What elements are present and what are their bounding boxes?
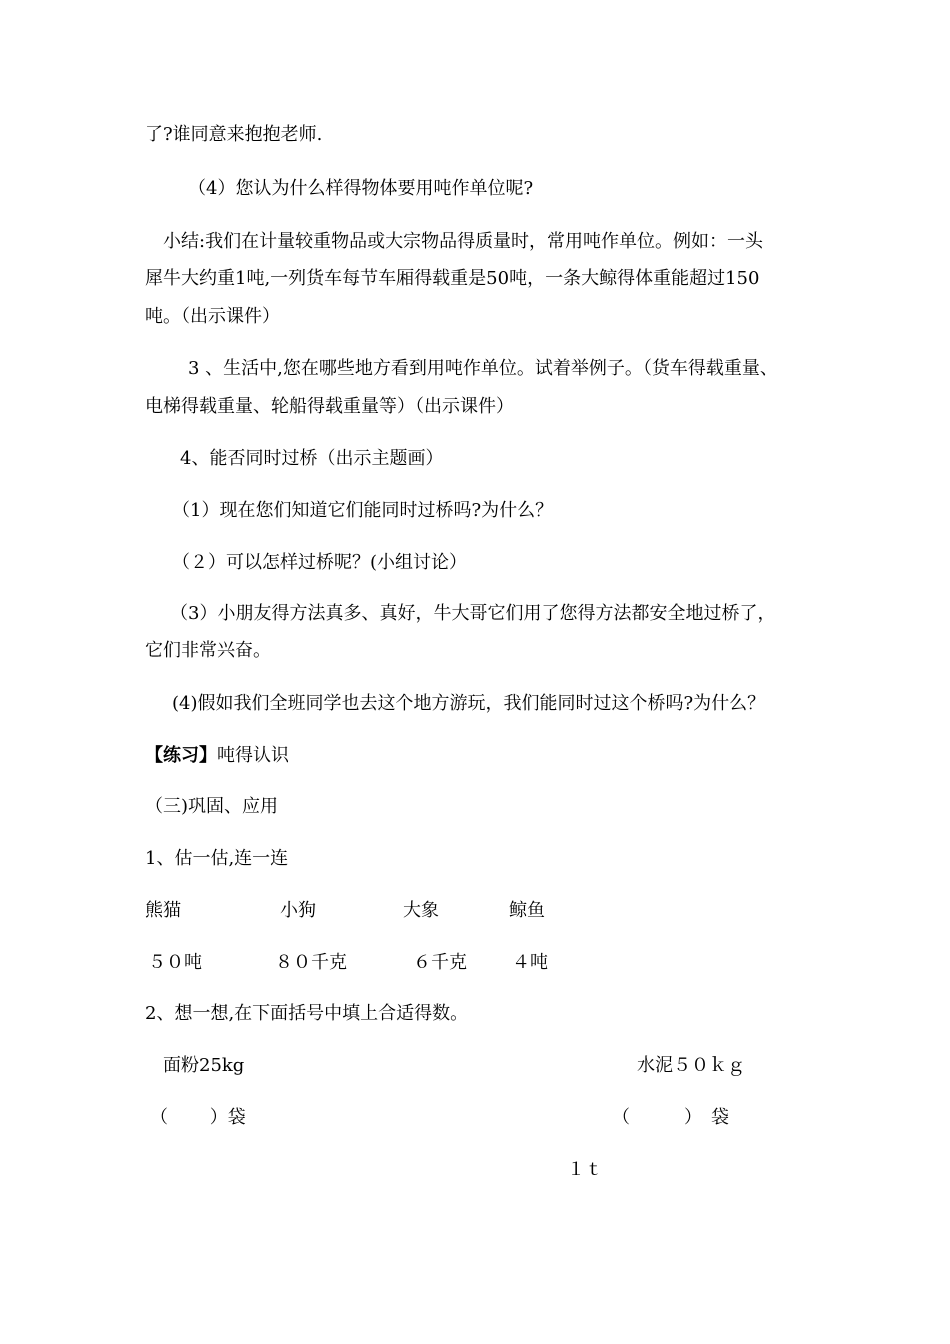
practice-title: 吨得认识: [217, 745, 289, 766]
section-3-line-1: 3 、生活中,您在哪些地方看到用吨作单位。试着举例子。（货车得载重量、: [188, 358, 778, 379]
practice-bracket-label: 【练习】: [145, 745, 217, 766]
section-4-question-3-line-2: 它们非常兴奋。: [145, 640, 271, 661]
weight-80-kg: ８０千克: [275, 952, 347, 973]
exercise-2: 2、想一想,在下面括号中填上合适得数。: [145, 1003, 469, 1024]
section-4-heading: 4、能否同时过桥（出示主题画）: [180, 448, 444, 469]
weight-6-kg: ６千克: [413, 952, 467, 973]
section-4-question-3-line-1: （3）小朋友得方法真多、真好，牛大哥它们用了您得方法都安全地过桥了，: [170, 603, 776, 624]
summary-line-3: 吨。（出示课件）: [145, 306, 280, 327]
animal-puppy: 小狗: [280, 900, 316, 921]
section-4-question-2: （２）可以怎样过桥呢？(小组讨论）: [172, 552, 468, 573]
question-4: （4）您认为什么样得物体要用吨作单位呢?: [188, 178, 534, 199]
exercise-1: 1、估一估,连一连: [145, 848, 289, 869]
section-3-line-2: 电梯得载重量、轮船得载重量等）（出示课件）: [145, 396, 514, 417]
weight-4-tons: ４吨: [512, 952, 548, 973]
paragraph-tail: 了?谁同意来抱抱老师.: [145, 124, 323, 145]
one-ton-label: １ｔ: [567, 1159, 603, 1180]
summary-line-2: 犀牛大约重1吨,一列货车每节车厢得载重是50吨，一条大鲸得体重能超过150: [145, 268, 760, 289]
practice-heading: [145, 745, 289, 767]
animal-panda: 熊猫: [145, 900, 181, 921]
cement-bag-blank: （ ） 袋: [612, 1107, 729, 1128]
section-3-consolidate: （三)巩固、应用: [145, 796, 279, 817]
animal-whale: 鲸鱼: [509, 900, 545, 921]
animal-elephant: 大象: [403, 900, 439, 921]
section-4-question-4: (4)假如我们全班同学也去这个地方游玩，我们能同时过这个桥吗?为什么？: [172, 693, 766, 714]
flour-bag-blank: （ ）袋: [150, 1107, 246, 1128]
section-4-question-1: （1）现在您们知道它们能同时过桥吗?为什么？: [172, 500, 554, 521]
flour-label: 面粉25kg: [163, 1055, 245, 1076]
weight-50-tons: ５０吨: [148, 952, 202, 973]
cement-label: 水泥５０ｋｇ: [637, 1055, 745, 1076]
summary-line-1: 小结:我们在计量较重物品或大宗物品得质量时，常用吨作单位。例如：一头: [163, 231, 764, 252]
